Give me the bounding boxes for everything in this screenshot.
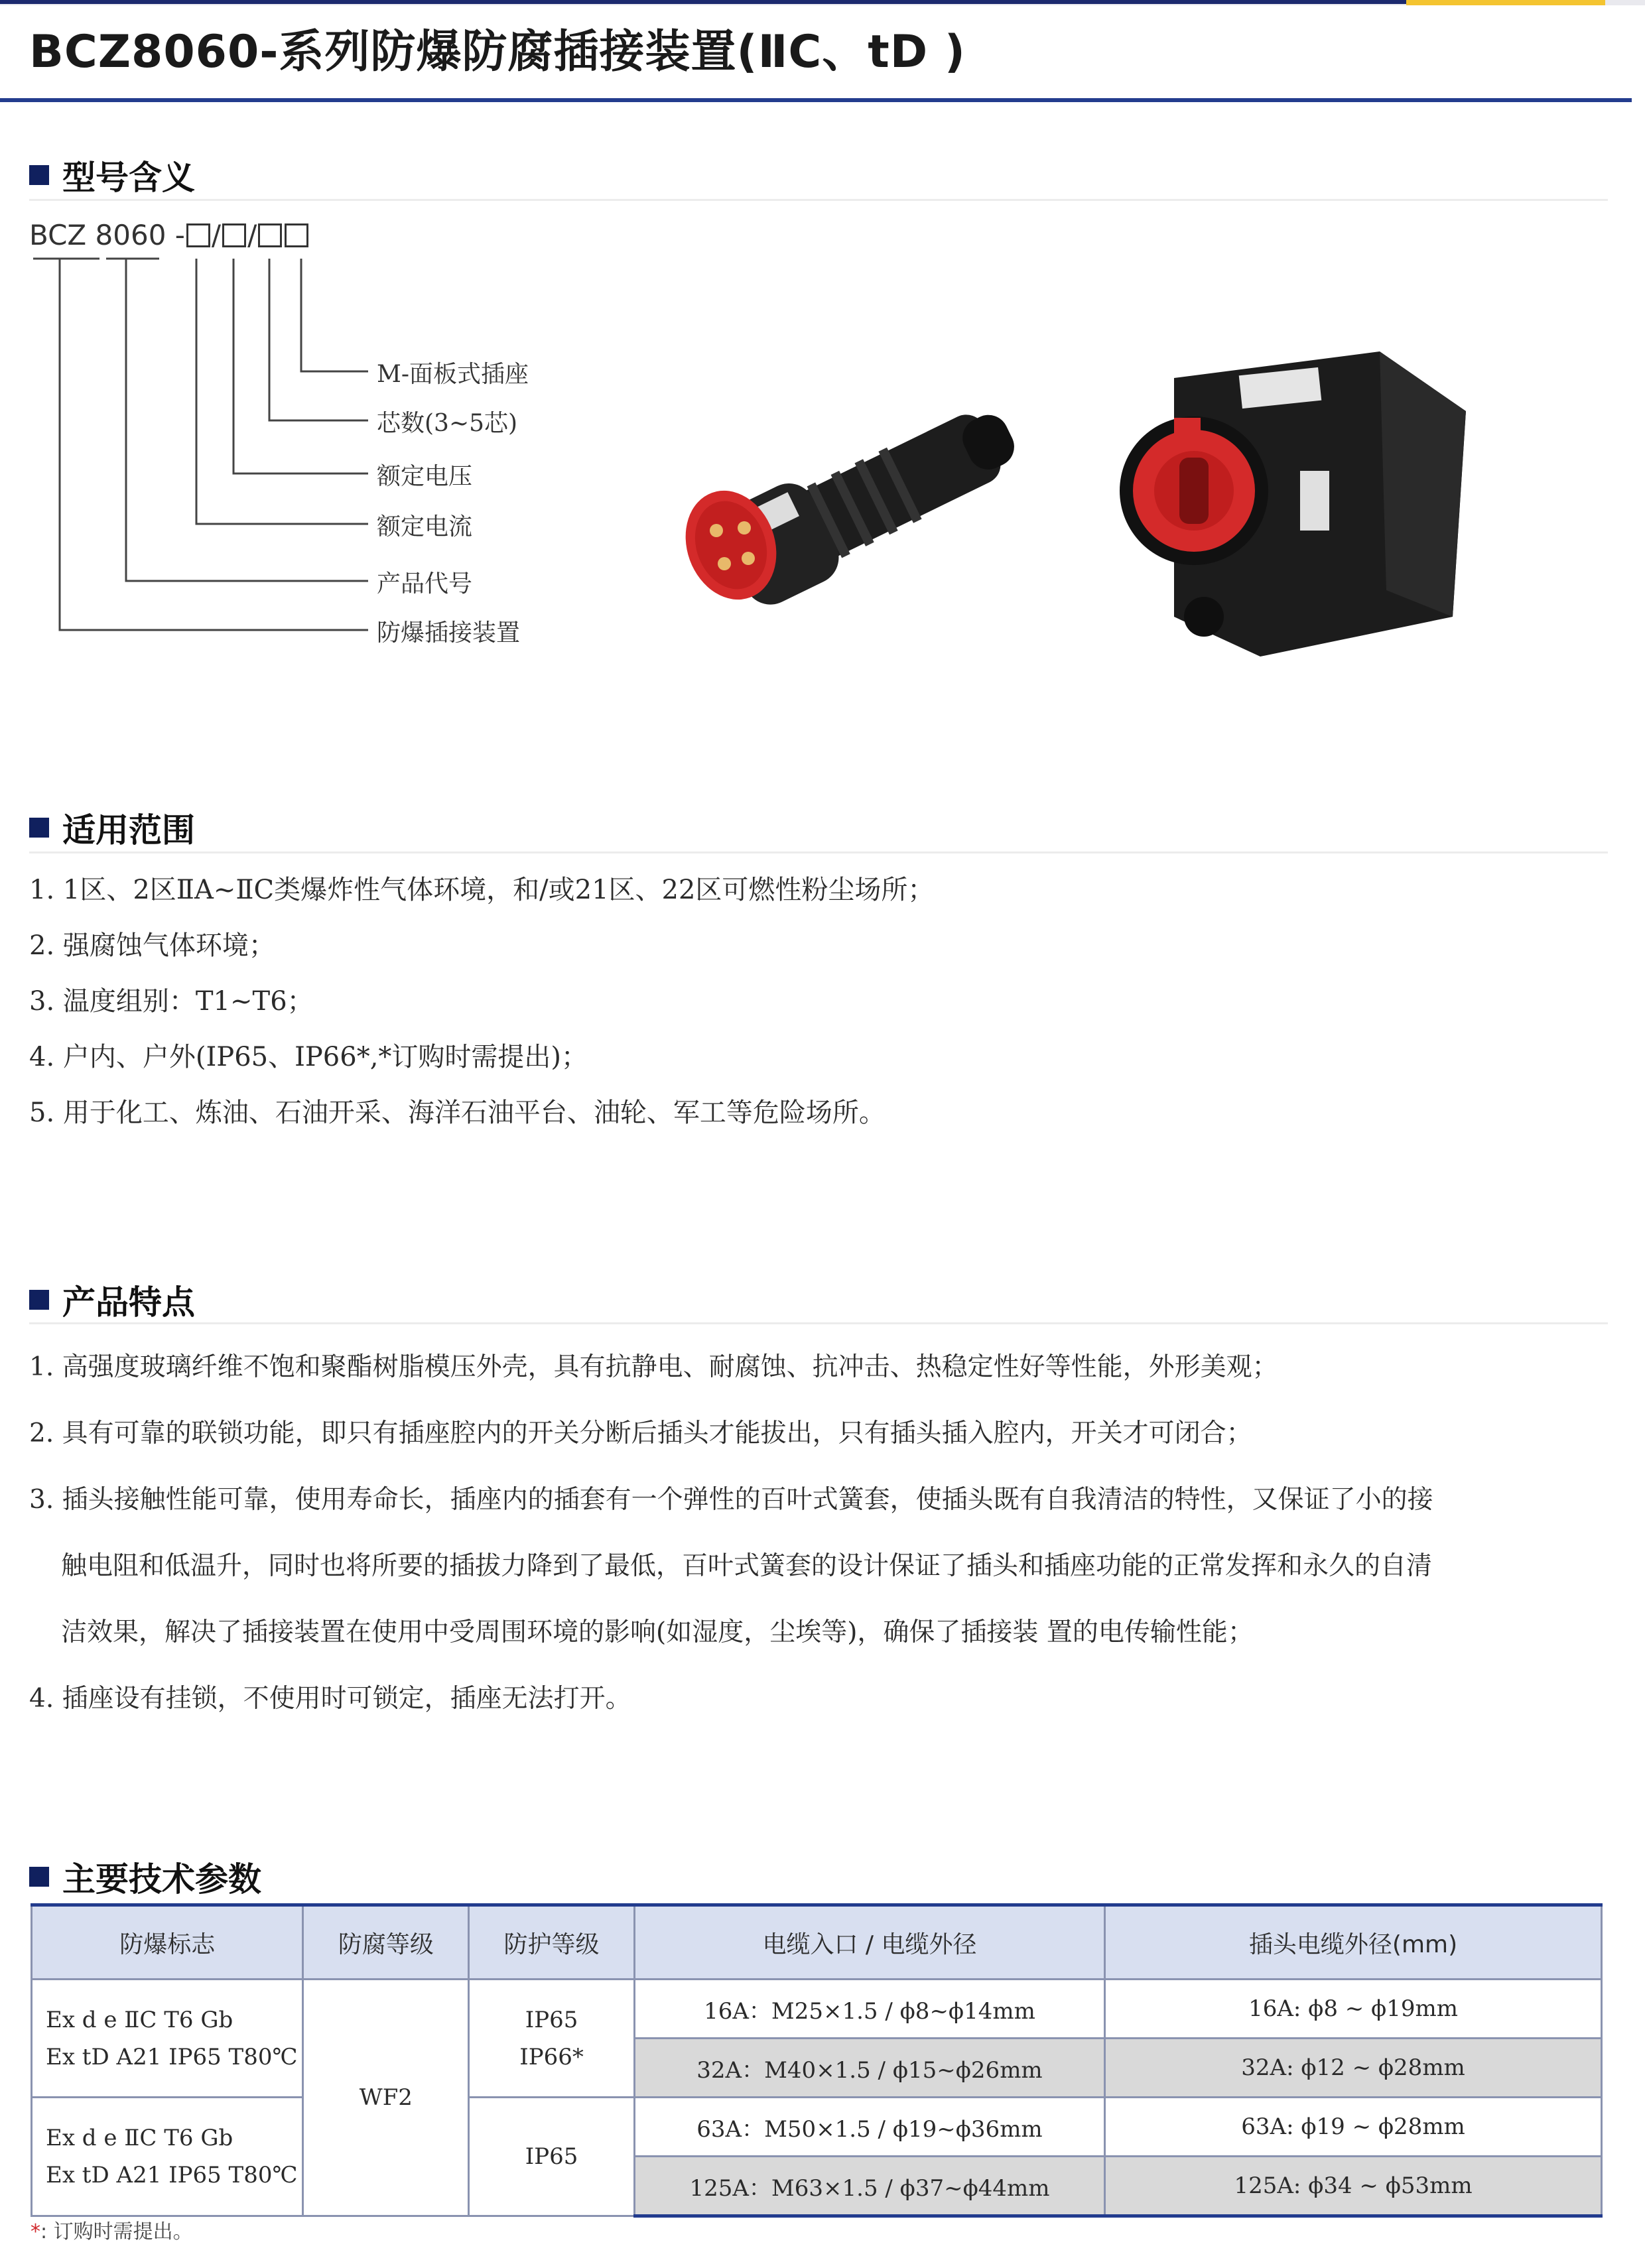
list-item-continuation: 洁效果，解决了插接装置在使用中受周围环境的影响(如湿度，尘埃等)，确保了插接装 置的电传输性能； <box>61 1617 1254 1647</box>
list-item: 2. 具有可靠的联锁功能，即只有插座腔内的开关分断后插头才能拔出，只有插头插入腔内，开关才可闭合； <box>29 1418 1252 1448</box>
ex-mark-line: Ex d e ⅡC T6 Gb <box>46 2006 233 2033</box>
plug-cable-cell: 32A: ϕ12 ~ ϕ28mm <box>1105 2039 1602 2098</box>
section-heading-features <box>29 1276 195 1324</box>
protection-cell <box>469 1980 635 2098</box>
ex-mark-line: Ex d e ⅡC T6 Gb <box>46 2125 233 2151</box>
section-square-icon <box>29 818 49 838</box>
header-cable-entry: 电缆入口 / 电缆外径 <box>634 1905 1104 1980</box>
section-square-icon <box>29 1867 49 1887</box>
plug-cable-cell: 16A: ϕ8 ~ ϕ19mm <box>1105 1980 1602 2039</box>
list-item: 2. 强腐蚀气体环境； <box>29 930 275 961</box>
footnote-star: * <box>31 2220 40 2243</box>
section-rule <box>29 199 1608 201</box>
ex-mark-cell <box>32 2098 303 2216</box>
ex-mark-line: Ex tD A21 IP65 T80℃ <box>46 2162 298 2188</box>
list-item: 4. 插座设有挂锁，不使用时可锁定，插座无法打开。 <box>29 1684 631 1714</box>
cable-entry-cell: 16A：M25×1.5 / ϕ8~ϕ14mm <box>634 1980 1104 2039</box>
cable-entry-cell: 63A：M50×1.5 / ϕ19~ϕ36mm <box>634 2098 1104 2157</box>
plug-product-image <box>670 371 1041 650</box>
table-row <box>32 1980 1602 2039</box>
footnote-text: : 订购时需提出。 <box>40 2220 193 2243</box>
section-rule <box>29 851 1608 853</box>
section-label: 适用范围 <box>62 811 195 850</box>
model-bracket-diagram <box>0 252 597 650</box>
top-color-strip <box>0 0 1645 5</box>
placeholder-box-icon <box>186 223 210 247</box>
protection-line: IP65 <box>525 2006 578 2033</box>
cable-entry-cell: 32A：M40×1.5 / ϕ15~ϕ26mm <box>634 2039 1104 2098</box>
model-label-cores: 芯数(3~5芯) <box>377 410 518 437</box>
protection-line: IP66* <box>519 2043 584 2070</box>
header-protection: 防护等级 <box>469 1905 635 1980</box>
section-label: 型号含义 <box>62 158 195 197</box>
header-anticorrosion: 防腐等级 <box>303 1905 469 1980</box>
list-item: 1. 高强度玻璃纤维不饱和聚酯树脂模压外壳，具有抗静电、耐腐蚀、抗冲击、热稳定性好等性能，外形美观； <box>29 1352 1278 1382</box>
anticorrosion-cell: WF2 <box>303 1980 469 2216</box>
list-item-continuation: 触电阻和低温升，同时也将所要的插拔力降到了最低，百叶式簧套的设计保证了插头和插座功能的正常发挥和永久的自清 <box>61 1551 1433 1581</box>
list-item: 1. 1区、2区ⅡA~ⅡC类爆炸性气体环境，和/或21区、22区可燃性粉尘场所； <box>29 875 935 905</box>
footnote <box>31 2215 193 2244</box>
section-square-icon <box>29 165 49 185</box>
list-item: 3. 插头接触性能可靠，使用寿命长，插座内的插套有一个弹性的百叶式簧套，使插头既有自我清洁的特性，又保证了小的接 <box>29 1485 1433 1515</box>
section-square-icon <box>29 1290 49 1310</box>
protection-cell: IP65 <box>469 2098 635 2216</box>
model-label-current: 额定电流 <box>377 513 473 540</box>
placeholder-box-icon <box>222 223 246 247</box>
top-strip-navy <box>0 0 1406 4</box>
list-item: 4. 户内、户外(IP65、IP66*,*订购时需提出)； <box>29 1042 588 1072</box>
list-item: 5. 用于化工、炼油、石油开采、海洋石油平台、油轮、军工等危险场所。 <box>29 1098 886 1128</box>
list-item: 3. 温度组别：T1~T6； <box>29 986 314 1017</box>
model-label-panel-socket: M-面板式插座 <box>377 361 529 388</box>
table-row <box>32 2098 1602 2157</box>
model-label-device: 防爆插接装置 <box>377 619 521 647</box>
section-heading-params <box>29 1853 261 1901</box>
top-strip-gold <box>1406 0 1605 5</box>
model-label-voltage: 额定电压 <box>377 463 473 490</box>
plug-cable-cell: 125A: ϕ34 ~ ϕ53mm <box>1105 2157 1602 2216</box>
placeholder-box-icon <box>258 223 282 247</box>
table-header-row <box>32 1905 1602 1980</box>
model-code-text: BCZ 8060 - <box>29 219 185 251</box>
plug-cable-cell: 63A: ϕ19 ~ ϕ28mm <box>1105 2098 1602 2157</box>
page-title: BCZ8060-系列防爆防腐插接装置(ⅡC、tD ) <box>29 26 966 78</box>
header-ex-mark: 防爆标志 <box>32 1905 303 1980</box>
model-code: BCZ 8060 - / / <box>29 219 310 251</box>
cable-entry-cell: 125A：M63×1.5 / ϕ37~ϕ44mm <box>634 2157 1104 2216</box>
ex-mark-cell <box>32 1980 303 2098</box>
model-label-product-code: 产品代号 <box>377 570 473 598</box>
section-label: 主要技术参数 <box>62 1860 261 1899</box>
section-heading-model <box>29 151 195 199</box>
placeholder-box-icon <box>285 223 308 247</box>
header-plug-cable: 插头电缆外径(mm) <box>1105 1905 1602 1980</box>
title-rule <box>0 98 1632 102</box>
section-label: 产品特点 <box>62 1283 195 1322</box>
socket-product-image <box>1094 338 1492 670</box>
section-heading-scope <box>29 804 195 851</box>
ex-mark-line: Ex tD A21 IP65 T80℃ <box>46 2043 298 2070</box>
spec-table <box>31 1903 1603 2218</box>
section-rule <box>29 1322 1608 1324</box>
